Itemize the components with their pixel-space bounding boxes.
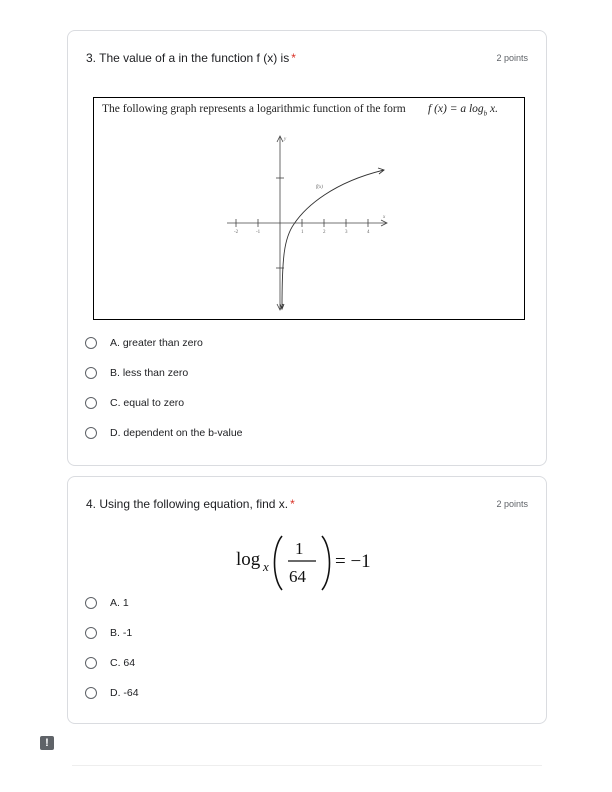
option-label: A. greater than zero — [110, 337, 203, 349]
radio-button[interactable] — [85, 337, 97, 349]
option-label: C. equal to zero — [110, 397, 185, 409]
option-label: D. dependent on the b-value — [110, 427, 243, 439]
radio-button[interactable] — [85, 427, 97, 439]
question-figure — [93, 97, 525, 320]
option-d[interactable] — [85, 685, 139, 701]
required-asterisk: * — [290, 497, 295, 511]
formula-base: b — [483, 109, 488, 118]
radio-button[interactable] — [85, 367, 97, 379]
eq-left-paren — [275, 536, 283, 590]
option-a[interactable] — [85, 595, 129, 611]
question-title — [86, 497, 295, 511]
question-card-3 — [67, 30, 547, 466]
eq-right-paren — [322, 536, 330, 590]
radio-button[interactable] — [85, 657, 97, 669]
tick-label: -1 — [256, 230, 261, 235]
eq-numerator: 1 — [295, 539, 304, 558]
eq-log: log — [236, 549, 261, 570]
figure-caption: The following graph represents a logarithmic function of the form — [102, 103, 406, 115]
radio-button[interactable] — [85, 687, 97, 699]
option-c[interactable] — [85, 655, 135, 671]
option-label: C. 64 — [110, 657, 136, 669]
y-axis-label: y — [284, 137, 287, 142]
eq-denominator: 64 — [289, 567, 306, 586]
tick-label: 3 — [345, 230, 348, 235]
option-b[interactable] — [85, 625, 132, 641]
question-card-4 — [67, 476, 547, 724]
option-b[interactable] — [85, 365, 188, 381]
points-label: 2 points — [496, 499, 528, 509]
log-curve — [282, 170, 384, 308]
question-title-text: 3. The value of a in the function f (x) is — [86, 51, 290, 65]
tick-labels — [234, 230, 370, 235]
option-c[interactable] — [85, 395, 184, 411]
tick-label: -2 — [234, 230, 239, 235]
x-axis-label: x — [383, 215, 386, 220]
question-title — [86, 51, 296, 65]
option-label: A. 1 — [110, 597, 129, 609]
tick-label: 1 — [301, 230, 304, 235]
radio-button[interactable] — [85, 627, 97, 639]
option-label: B. -1 — [110, 627, 133, 639]
equation-image — [236, 532, 386, 592]
radio-button[interactable] — [85, 597, 97, 609]
eq-base: x — [263, 559, 269, 574]
option-a[interactable] — [85, 335, 203, 351]
points-label: 2 points — [496, 53, 528, 63]
required-asterisk: * — [291, 51, 296, 65]
curve-label: f(x) — [316, 185, 323, 190]
formula-arg: x. — [490, 103, 499, 115]
tick-label: 4 — [367, 230, 370, 235]
option-d[interactable] — [85, 425, 243, 441]
question-title-text: 4. Using the following equation, find x. — [86, 497, 289, 511]
option-label: B. less than zero — [110, 367, 189, 379]
option-label: D. -64 — [110, 687, 139, 699]
formula-text: f (x) = a log — [428, 103, 484, 115]
eq-rhs: = −1 — [335, 551, 371, 572]
radio-button[interactable] — [85, 397, 97, 409]
tick-label: 2 — [323, 230, 326, 235]
footer-divider — [72, 765, 542, 766]
report-problem-icon[interactable]: ! — [40, 736, 54, 750]
log-graph — [94, 98, 526, 321]
